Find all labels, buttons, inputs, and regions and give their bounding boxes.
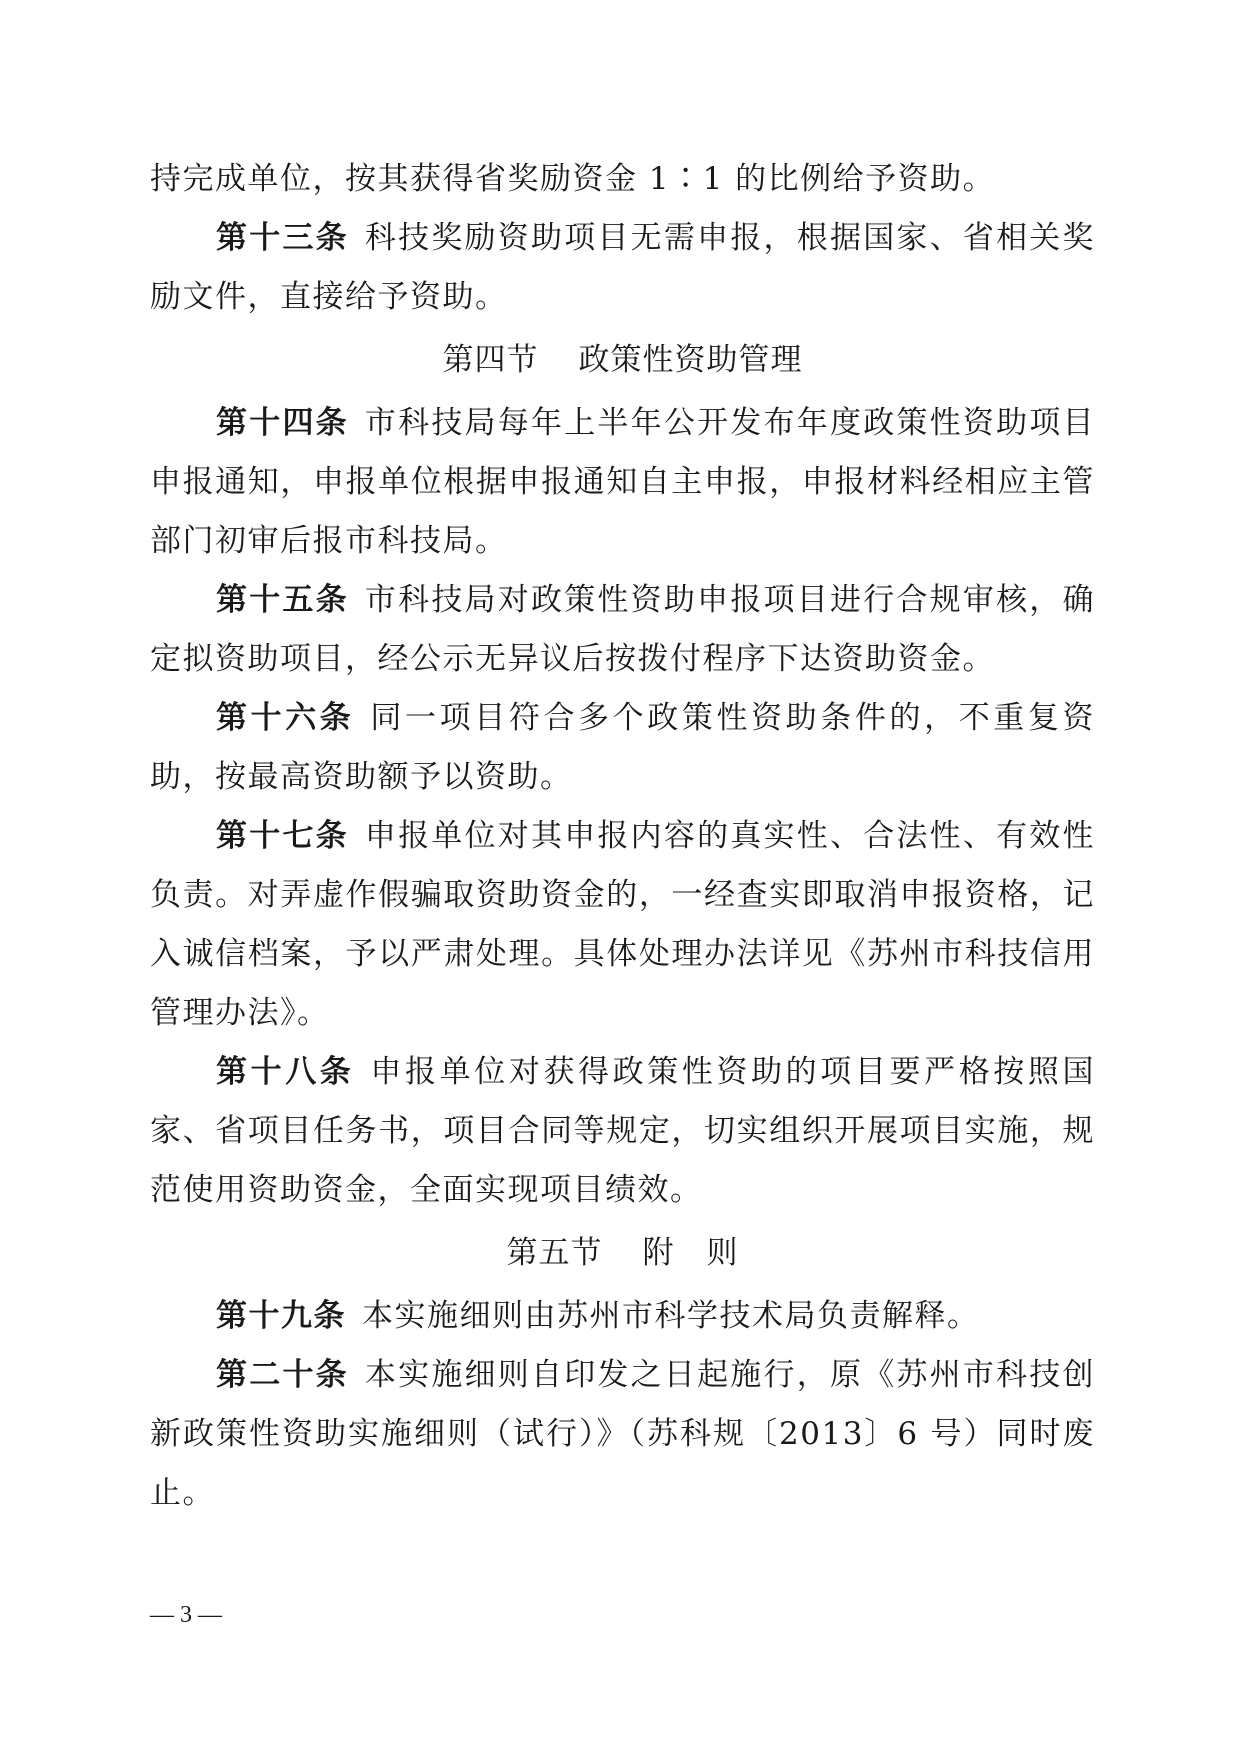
section-heading-4 [150, 331, 1095, 390]
article-number: 第十六条 [216, 700, 355, 736]
article-19 [150, 1287, 1095, 1346]
article-number: 第十八条 [216, 1054, 355, 1090]
article-15 [150, 571, 1095, 689]
article-number: 第十四条 [216, 405, 349, 441]
page-number: — 3 — [150, 1602, 222, 1628]
article-number: 第二十条 [216, 1357, 349, 1393]
article-17 [150, 807, 1095, 1043]
article-number: 第十三条 [216, 220, 349, 256]
article-text: 本实施细则自印发之日起施行，原《苏州市科技创新政策性资助实施细则（试行）》（苏科规〔2013〕6 号）同时废止。 [150, 1357, 1096, 1511]
section-number: 第四节 [442, 342, 539, 378]
article-text: 本实施细则由苏州市科学技术局负责解释。 [362, 1298, 980, 1334]
article-number: 第十九条 [216, 1298, 346, 1334]
paragraph-continuation: 持完成单位，按其获得省奖励资金 1∶1 的比例给予资助。 [150, 161, 996, 197]
section-title: 政策性资助管理 [578, 342, 803, 378]
section-heading-5 [150, 1224, 1095, 1283]
article-text: 科技奖励资助项目无需申报，根据国家、省相关奖励文件，直接给予资助。 [150, 220, 1096, 315]
article-text: 申报单位对获得政策性资助的项目要严格按照国家、省项目任务书，项目合同等规定，切实组织开展项目实施，规范使用资助资金，全面实现项目绩效。 [150, 1054, 1096, 1208]
article-16 [150, 689, 1095, 807]
article-20 [150, 1346, 1095, 1523]
section-number: 第五节 [506, 1235, 603, 1271]
article-number: 第十七条 [216, 818, 349, 854]
document-body [150, 150, 1095, 1523]
article-18 [150, 1043, 1095, 1220]
article-text: 申报单位对其申报内容的真实性、合法性、有效性负责。对弄虚作假骗取资助资金的，一经查实即取消申报资格，记入诚信档案，予以严肃处理。具体处理办法详见《苏州市科技信用管理办法》。 [150, 818, 1096, 1031]
article-13 [150, 209, 1095, 327]
section-title: 附 则 [642, 1235, 739, 1271]
article-text: 市科技局对政策性资助申报项目进行合规审核，确定拟资助项目，经公示无异议后按拨付程序下达资助资金。 [150, 582, 1096, 677]
article-number: 第十五条 [216, 582, 349, 618]
article-text: 同一项目符合多个政策性资助条件的，不重复资助，按最高资助额予以资助。 [150, 700, 1096, 795]
article-14 [150, 394, 1095, 571]
article-text: 市科技局每年上半年公开发布年度政策性资助项目申报通知，申报单位根据申报通知自主申报，申报材料经相应主管部门初审后报市科技局。 [150, 405, 1096, 559]
